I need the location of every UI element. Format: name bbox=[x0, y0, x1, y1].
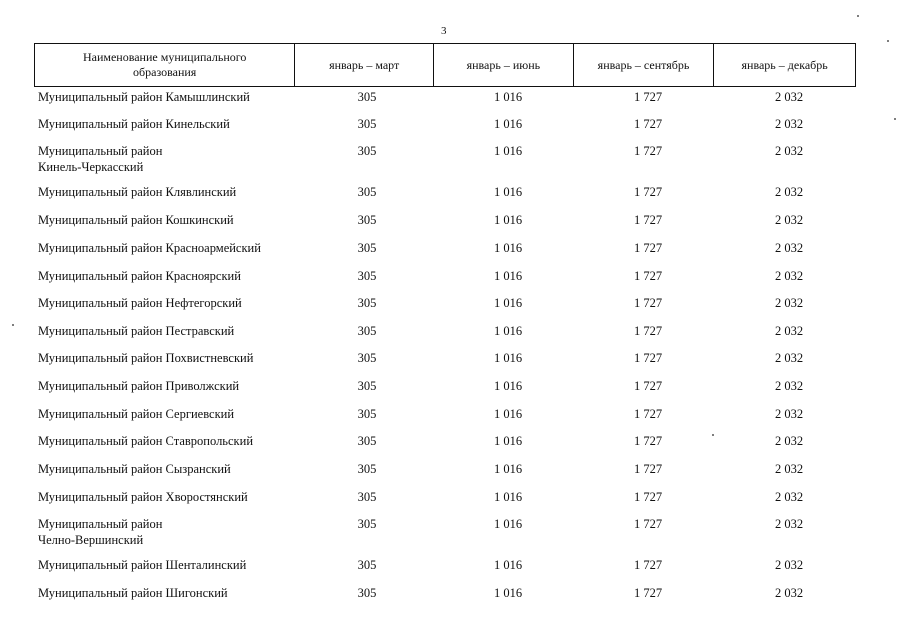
row-value-q1: 305 bbox=[357, 351, 377, 365]
row-value-q4: 2 032 bbox=[774, 90, 804, 104]
row-value-q1: 305 bbox=[357, 558, 377, 572]
row-value-q1: 305 bbox=[357, 296, 377, 310]
row-value-q3: 1 727 bbox=[633, 407, 663, 421]
scan-speck bbox=[12, 324, 14, 326]
row-value-q4: 2 032 bbox=[774, 517, 804, 531]
row-value-q2: 1 016 bbox=[493, 213, 523, 227]
row-name-line1: Муниципальный район Красноярский bbox=[38, 269, 241, 283]
row-name-line1: Муниципальный район Нефтегорский bbox=[38, 296, 242, 310]
row-value-q1: 305 bbox=[357, 324, 377, 338]
row-value-q2: 1 016 bbox=[493, 90, 523, 104]
row-name bbox=[38, 585, 298, 601]
row-name bbox=[38, 557, 298, 573]
row-value-q4: 2 032 bbox=[774, 351, 804, 365]
row-name bbox=[38, 212, 298, 228]
row-name-line1: Муниципальный район bbox=[38, 517, 163, 531]
row-value-q2: 1 016 bbox=[493, 269, 523, 283]
row-value-q2: 1 016 bbox=[493, 117, 523, 131]
row-value-q4: 2 032 bbox=[774, 462, 804, 476]
row-value-q2: 1 016 bbox=[493, 185, 523, 199]
row-value-q1: 305 bbox=[357, 185, 377, 199]
row-value-q3: 1 727 bbox=[633, 117, 663, 131]
row-name-line1: Муниципальный район Приволжский bbox=[38, 379, 240, 393]
row-name bbox=[38, 378, 298, 394]
row-name-line1: Муниципальный район Шенталинский bbox=[38, 558, 247, 572]
row-value-q3: 1 727 bbox=[633, 462, 663, 476]
scan-speck bbox=[857, 15, 859, 17]
row-value-q3: 1 727 bbox=[633, 296, 663, 310]
row-value-q4: 2 032 bbox=[774, 324, 804, 338]
row-name bbox=[38, 184, 298, 200]
row-value-q1: 305 bbox=[357, 241, 377, 255]
row-name-line1: Муниципальный район Шигонский bbox=[38, 586, 228, 600]
row-value-q4: 2 032 bbox=[774, 144, 804, 158]
row-name-line2: Челно-Вершинский bbox=[38, 533, 144, 547]
row-value-q3: 1 727 bbox=[633, 90, 663, 104]
row-value-q1: 305 bbox=[357, 517, 377, 531]
row-value-q1: 305 bbox=[357, 269, 377, 283]
row-name-line1: Муниципальный район Кинельский bbox=[38, 117, 230, 131]
row-name bbox=[38, 489, 298, 505]
row-value-q4: 2 032 bbox=[774, 407, 804, 421]
row-name-line1: Муниципальный район bbox=[38, 144, 163, 158]
header-cell-q2: январь – июнь bbox=[434, 44, 574, 86]
scan-speck bbox=[887, 40, 889, 42]
row-value-q4: 2 032 bbox=[774, 379, 804, 393]
header-name-line1: Наименование муниципального bbox=[82, 50, 247, 64]
row-value-q2: 1 016 bbox=[493, 407, 523, 421]
row-name bbox=[38, 323, 298, 339]
row-name bbox=[38, 433, 298, 449]
row-value-q1: 305 bbox=[357, 407, 377, 421]
row-value-q1: 305 bbox=[357, 90, 377, 104]
row-name-line1: Муниципальный район Похвистневский bbox=[38, 351, 254, 365]
row-value-q1: 305 bbox=[357, 379, 377, 393]
row-value-q2: 1 016 bbox=[493, 586, 523, 600]
row-name-line1: Муниципальный район Клявлинский bbox=[38, 185, 237, 199]
row-name-line1: Муниципальный район Сызранский bbox=[38, 462, 231, 476]
row-value-q1: 305 bbox=[357, 490, 377, 504]
row-name bbox=[38, 116, 298, 132]
row-value-q4: 2 032 bbox=[774, 185, 804, 199]
row-value-q1: 305 bbox=[357, 213, 377, 227]
row-name-line1: Муниципальный район Красноармейский bbox=[38, 241, 261, 255]
row-name bbox=[38, 143, 298, 175]
row-name bbox=[38, 461, 298, 477]
row-value-q3: 1 727 bbox=[633, 213, 663, 227]
row-name bbox=[38, 295, 298, 311]
row-value-q3: 1 727 bbox=[633, 586, 663, 600]
row-value-q2: 1 016 bbox=[493, 144, 523, 158]
row-name-line1: Муниципальный район Кошкинский bbox=[38, 213, 234, 227]
row-value-q4: 2 032 bbox=[774, 434, 804, 448]
header-name-line2: образования bbox=[133, 65, 197, 79]
row-value-q1: 305 bbox=[357, 462, 377, 476]
row-value-q2: 1 016 bbox=[493, 517, 523, 531]
row-value-q1: 305 bbox=[357, 586, 377, 600]
page-number: 3 bbox=[441, 25, 447, 37]
row-value-q4: 2 032 bbox=[774, 269, 804, 283]
row-name bbox=[38, 406, 298, 422]
row-value-q3: 1 727 bbox=[633, 241, 663, 255]
row-name bbox=[38, 240, 298, 256]
row-value-q2: 1 016 bbox=[493, 324, 523, 338]
row-value-q2: 1 016 bbox=[493, 351, 523, 365]
row-value-q3: 1 727 bbox=[633, 379, 663, 393]
row-value-q3: 1 727 bbox=[633, 351, 663, 365]
row-value-q3: 1 727 bbox=[633, 144, 663, 158]
row-value-q2: 1 016 bbox=[493, 462, 523, 476]
row-name bbox=[38, 350, 298, 366]
row-value-q3: 1 727 bbox=[633, 269, 663, 283]
row-value-q1: 305 bbox=[357, 144, 377, 158]
row-value-q3: 1 727 bbox=[633, 185, 663, 199]
row-name-line1: Муниципальный район Хворостянский bbox=[38, 490, 248, 504]
row-value-q1: 305 bbox=[357, 434, 377, 448]
row-name-line2: Кинель-Черкасский bbox=[38, 160, 144, 174]
row-value-q4: 2 032 bbox=[774, 296, 804, 310]
header-cell-q1: январь – март bbox=[295, 44, 434, 86]
row-value-q2: 1 016 bbox=[493, 558, 523, 572]
row-value-q4: 2 032 bbox=[774, 117, 804, 131]
row-value-q4: 2 032 bbox=[774, 586, 804, 600]
row-name-line1: Муниципальный район Сергиевский bbox=[38, 407, 235, 421]
row-value-q2: 1 016 bbox=[493, 241, 523, 255]
row-value-q4: 2 032 bbox=[774, 213, 804, 227]
row-value-q3: 1 727 bbox=[633, 434, 663, 448]
row-value-q4: 2 032 bbox=[774, 490, 804, 504]
row-name-line1: Муниципальный район Камышлинский bbox=[38, 90, 250, 104]
row-value-q3: 1 727 bbox=[633, 558, 663, 572]
row-name-line1: Муниципальный район Ставропольский bbox=[38, 434, 254, 448]
row-value-q1: 305 bbox=[357, 117, 377, 131]
row-name bbox=[38, 89, 298, 105]
row-value-q3: 1 727 bbox=[633, 517, 663, 531]
row-name bbox=[38, 268, 298, 284]
row-value-q4: 2 032 bbox=[774, 241, 804, 255]
row-value-q2: 1 016 bbox=[493, 379, 523, 393]
header-cell-q3: январь – сентябрь bbox=[574, 44, 715, 86]
row-value-q3: 1 727 bbox=[633, 490, 663, 504]
row-value-q2: 1 016 bbox=[493, 296, 523, 310]
row-name-line1: Муниципальный район Пестравский bbox=[38, 324, 235, 338]
row-value-q2: 1 016 bbox=[493, 490, 523, 504]
header-cell-q4: январь – декабрь bbox=[741, 57, 828, 72]
row-value-q2: 1 016 bbox=[493, 434, 523, 448]
scan-speck bbox=[712, 434, 714, 436]
scan-speck bbox=[894, 118, 896, 120]
row-value-q3: 1 727 bbox=[633, 324, 663, 338]
row-name bbox=[38, 516, 298, 548]
row-value-q4: 2 032 bbox=[774, 558, 804, 572]
